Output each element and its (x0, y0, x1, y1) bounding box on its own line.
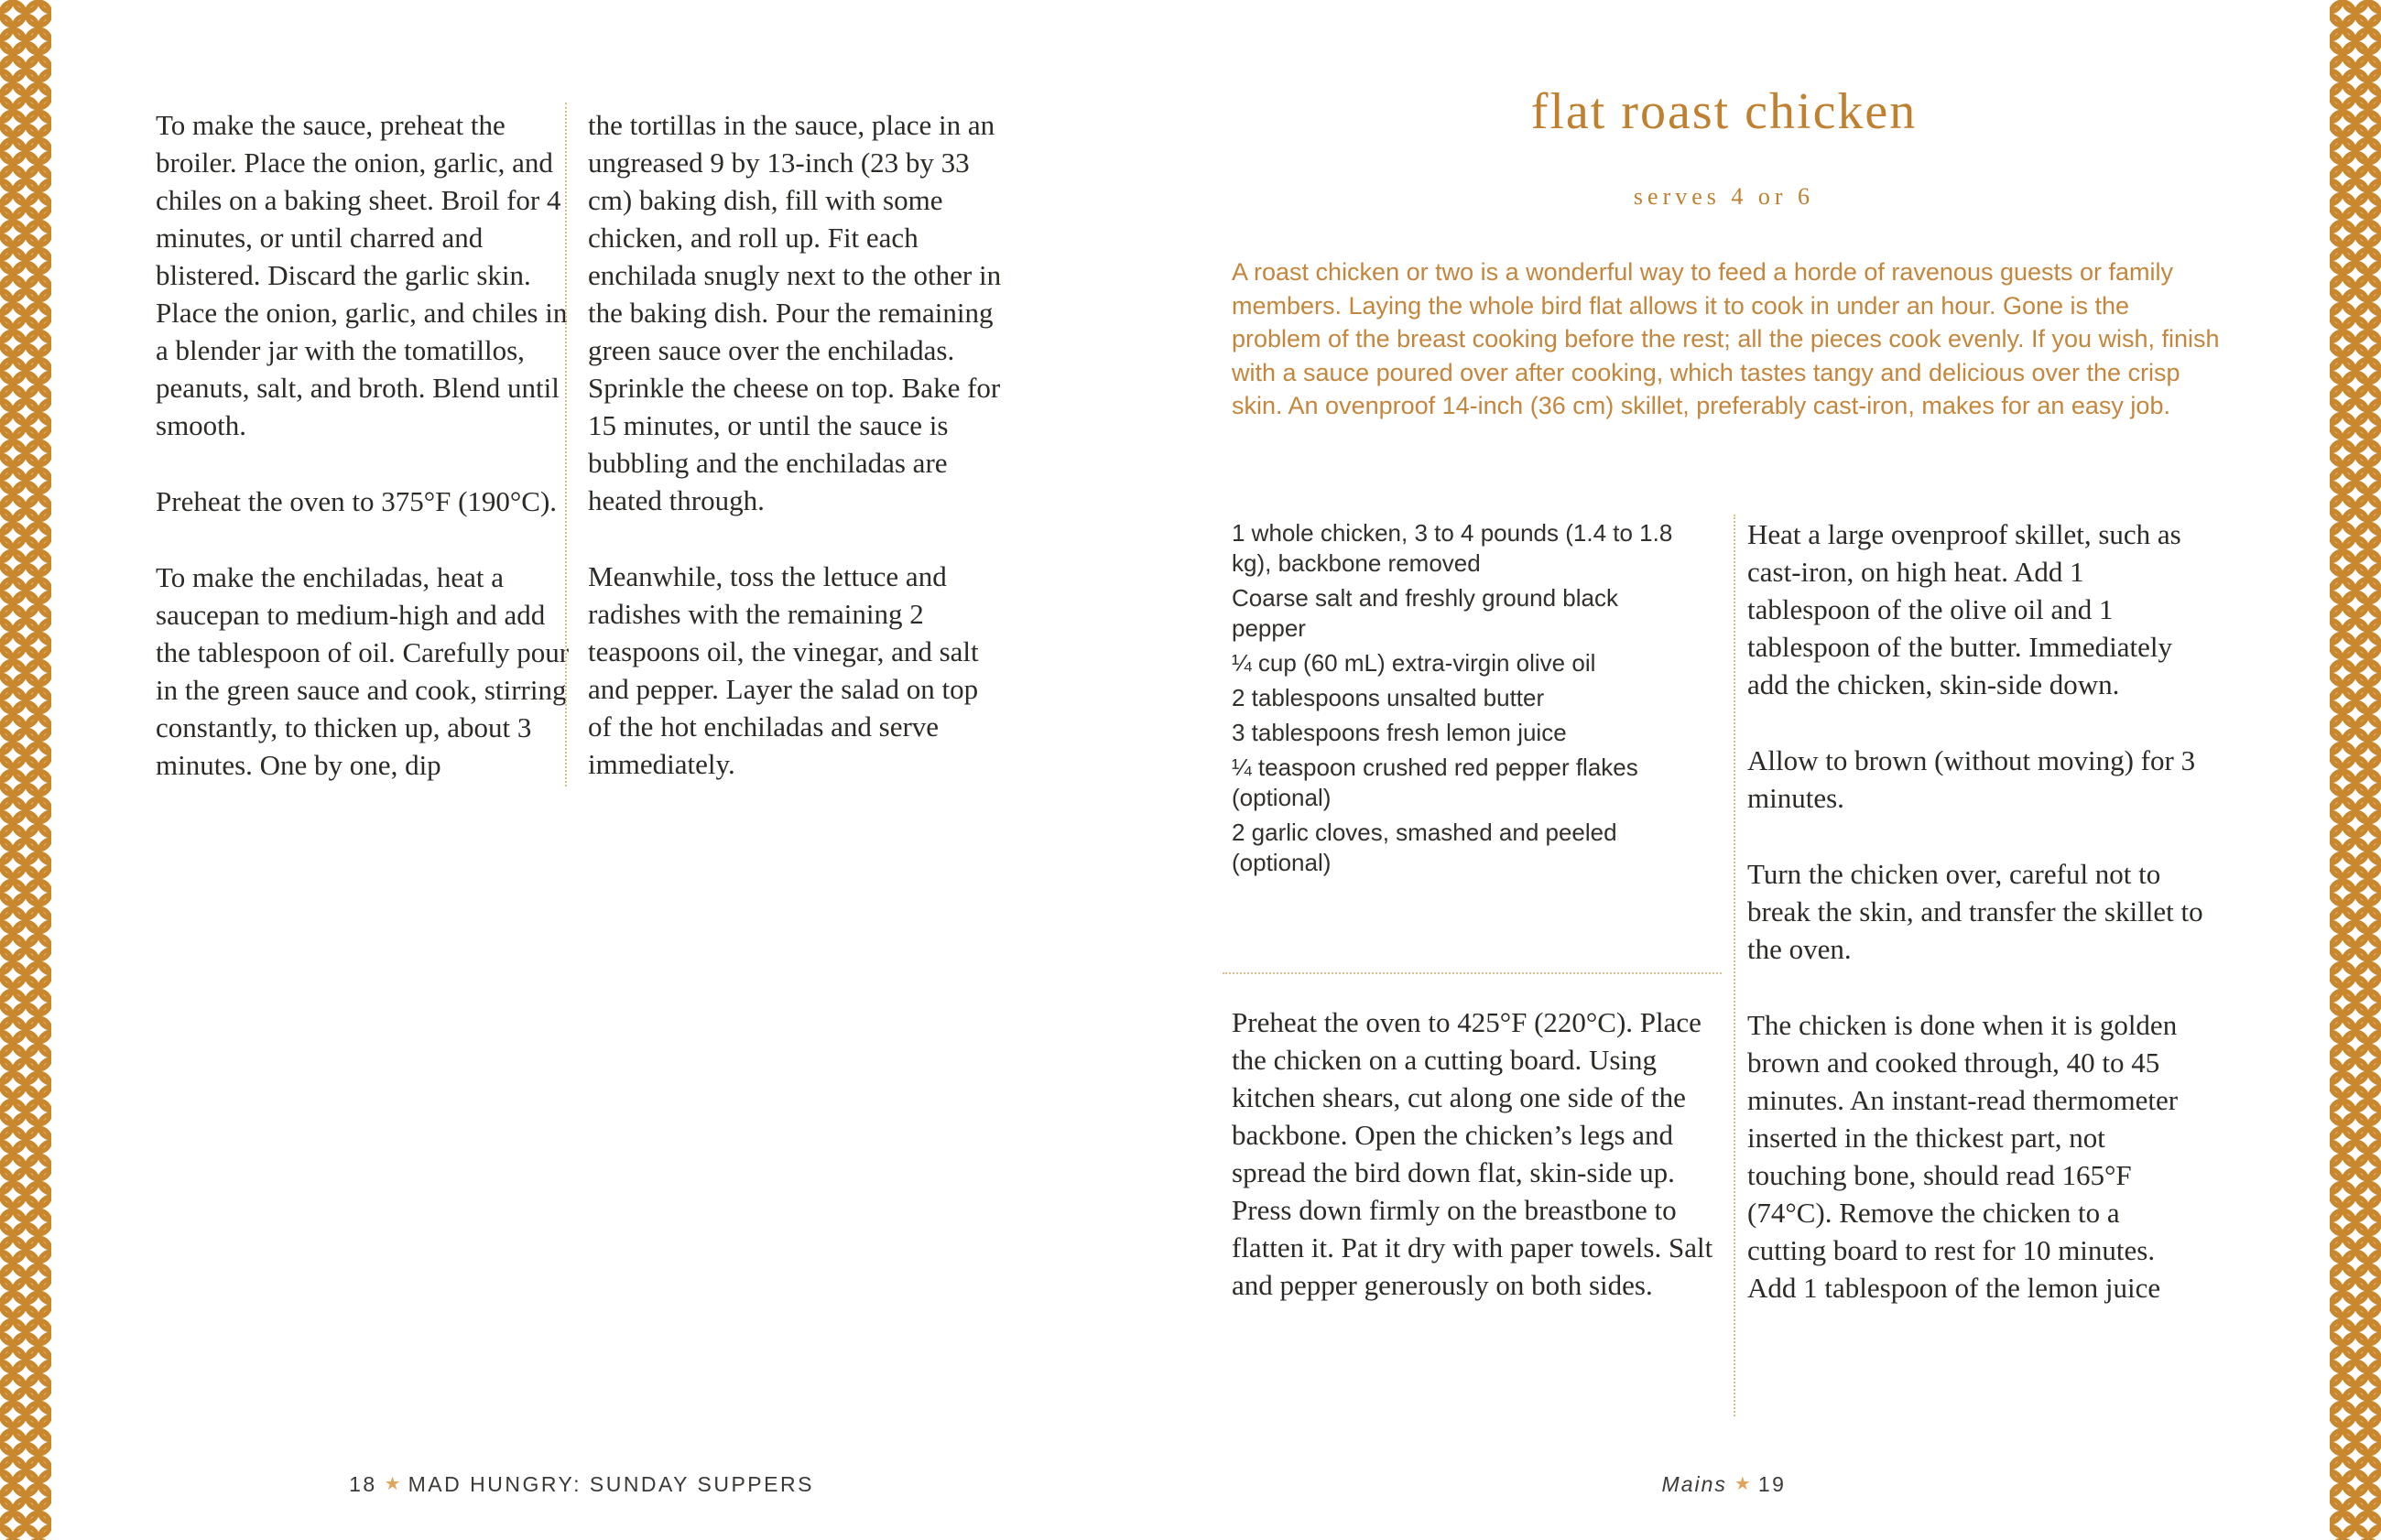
ingredient-item: 3 tablespoons fresh lemon juice (1232, 719, 1567, 746)
left-page-footer (156, 1472, 1007, 1497)
decorative-border-left (0, 0, 51, 1540)
right-page-footer (1232, 1472, 2216, 1497)
ingredient-item: 1 whole chicken, 3 to 4 pounds (1.4 to 1.8 kg), backbone removed (1232, 519, 1673, 577)
paragraph: the tortillas in the sauce, place in an ungreased 9 by 13-inch (23 by 33 cm) baking dish, fill with some chicken, and roll up. Fit each enchilada snugly next to the other in the baking dish. Pour the remaining green sauce over the enchiladas. Sprinkle the cheese on top. Bake for 15 minutes, or until the sauce is bubbling and the enchiladas are heated through. (588, 109, 1002, 516)
paragraph: Allow to brown (without moving) for 3 minutes. (1747, 744, 2196, 814)
paragraph: The chicken is done when it is golden brown and cooked through, 40 to 45 minutes. An instant-read thermometer inserted in the thickest part, not touching bone, should read 165°F (74°C). Remove the chicken to a cutting board to rest for 10 minutes. Add 1 tablespoon of the lemon juice (1747, 1009, 2179, 1304)
ingredient-item: 2 tablespoons unsalted butter (1232, 684, 1545, 711)
recipe-serves: serves 4 or 6 (1633, 183, 1815, 210)
page-number: 18 (349, 1472, 377, 1496)
paragraph: Turn the chicken over, careful not to break the skin, and transfer the skillet to the oven. (1747, 858, 2203, 965)
ingredient-item: Coarse salt and freshly ground black pepper (1232, 584, 1619, 642)
page-number: 19 (1757, 1472, 1787, 1496)
recipe-intro: A roast chicken or two is a wonderful way to feed a horde of ravenous guests or family members. Laying the whole bird flat allows it to cook in under an hour. Gone is the problem of the breast cooking before the rest; all the pieces cook evenly. If you wish, finish with a sauce poured over after cooking, which tastes tangy and delicious over the crisp skin. An ovenproof 14-inch (36 cm) skillet, preferably cast-iron, makes for an easy job. (1232, 258, 2220, 419)
ingredient-item: 2 garlic cloves, smashed and peeled (optional) (1232, 819, 1617, 876)
star-icon: ★ (384, 1474, 401, 1494)
book-title: MAD HUNGRY: SUNDAY SUPPERS (408, 1472, 814, 1496)
paragraph: Meanwhile, toss the lettuce and radishes with the remaining 2 teaspoons oil, the vinegar, and salt and pepper. Layer the salad on top of the hot enchiladas and serve immediately. (588, 560, 979, 780)
ingredients-list (1232, 518, 1690, 883)
left-page-column-1 (156, 106, 570, 784)
paragraph: Preheat the oven to 425°F (220°C). Place the chicken on a cutting board. Using kitchen shears, cut along one side of the backbone. Open the chicken’s legs and spread the bird down flat, skin-side up. Press down firmly on the breastbone to flatten it. Pat it dry with paper towels. Salt and pepper generously on both sides. (1232, 1006, 1713, 1301)
recipe-title: flat roast chicken (1530, 83, 1918, 140)
left-page-column-2 (588, 106, 1002, 783)
paragraph: Heat a large ovenproof skillet, such as cast-iron, on high heat. Add 1 tablespoon of the olive oil and 1 tablespoon of the butter. Immediately add the chicken, skin-side down. (1747, 518, 2181, 700)
paragraph: To make the enchiladas, heat a saucepan to medium-high and add the tablespoon of oil. Carefully pour in the green sauce and cook, stirring constantly, to thicken up, about 3 minutes. One by one, dip (156, 561, 570, 781)
paragraph: To make the sauce, preheat the broiler. Place the onion, garlic, and chiles on a baking sheet. Broil for 4 minutes, or until charred and blistered. Discard the garlic skin. Place the onion, garlic, and chiles in a blender jar with the tomatillos, peanuts, salt, and broth. Blend until smooth. (156, 109, 568, 441)
ingredient-item: ¼ cup (60 mL) extra-virgin olive oil (1232, 649, 1596, 677)
method-column-1 (1232, 1003, 1726, 1304)
method-column-2 (1747, 515, 2205, 1307)
decorative-border-right (2330, 0, 2381, 1540)
column-divider-dotted (565, 103, 567, 786)
section-name: Mains (1661, 1472, 1727, 1496)
star-icon: ★ (1734, 1474, 1751, 1494)
paragraph: Preheat the oven to 375°F (190°C). (156, 485, 558, 517)
ingredients-method-divider-dotted (1223, 972, 1722, 974)
method-column-divider-dotted (1734, 515, 1735, 1416)
ingredient-item: ¼ teaspoon crushed red pepper flakes (optional) (1232, 754, 1638, 811)
